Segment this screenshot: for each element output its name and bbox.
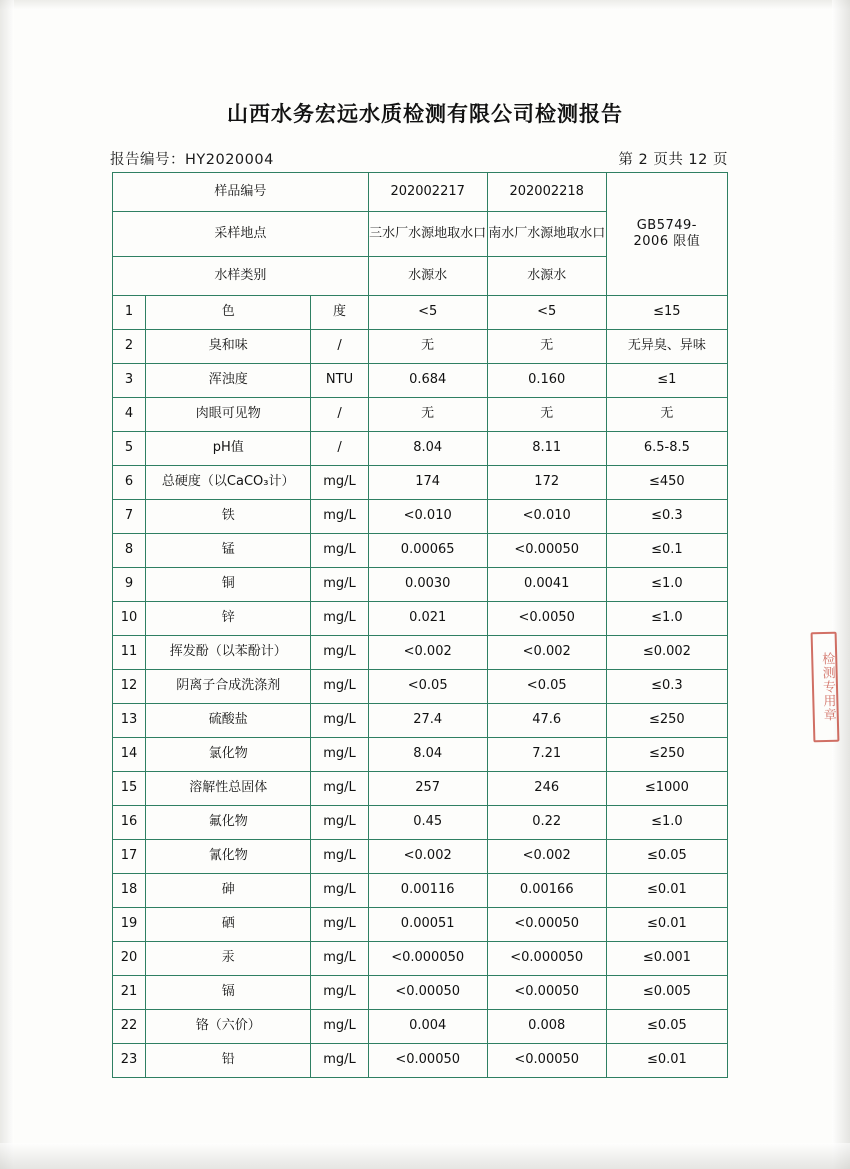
row-standard-limit: ≤250	[606, 704, 727, 738]
row-value-sample-2: 0.160	[487, 364, 606, 398]
header-sample-no-1: 202002217	[368, 173, 487, 212]
row-value-sample-2: 0.0041	[487, 568, 606, 602]
table-row	[113, 534, 728, 568]
row-index: 17	[113, 840, 146, 874]
row-value-sample-1: 257	[368, 772, 487, 806]
row-standard-limit: ≤0.001	[606, 942, 727, 976]
row-value-sample-2: 0.008	[487, 1010, 606, 1044]
row-standard-limit: ≤450	[606, 466, 727, 500]
row-value-sample-1: <0.00050	[368, 1044, 487, 1078]
row-value-sample-2: <0.010	[487, 500, 606, 534]
row-standard-limit: ≤0.01	[606, 1044, 727, 1078]
row-unit: mg/L	[311, 466, 368, 500]
row-unit: mg/L	[311, 636, 368, 670]
row-value-sample-2: <0.00050	[487, 1044, 606, 1078]
row-parameter-name: 砷	[146, 874, 311, 908]
table-row	[113, 806, 728, 840]
row-unit: mg/L	[311, 840, 368, 874]
row-value-sample-2: <0.00050	[487, 976, 606, 1010]
table-row	[113, 738, 728, 772]
row-index: 2	[113, 330, 146, 364]
row-value-sample-1: 0.684	[368, 364, 487, 398]
row-unit: 度	[311, 296, 368, 330]
row-parameter-name: 氯化物	[146, 738, 311, 772]
table-row	[113, 296, 728, 330]
row-value-sample-1: <0.05	[368, 670, 487, 704]
scan-edge-top	[0, 0, 850, 10]
row-index: 21	[113, 976, 146, 1010]
table-row	[113, 670, 728, 704]
row-value-sample-1: <0.002	[368, 636, 487, 670]
row-index: 19	[113, 908, 146, 942]
row-parameter-name: 汞	[146, 942, 311, 976]
row-value-sample-2: <0.000050	[487, 942, 606, 976]
table-row	[113, 1010, 728, 1044]
row-unit: mg/L	[311, 738, 368, 772]
row-index: 5	[113, 432, 146, 466]
header-label-sample-no: 样品编号	[113, 173, 369, 212]
row-value-sample-2: 172	[487, 466, 606, 500]
scan-edge-left	[0, 0, 14, 1169]
table-row	[113, 364, 728, 398]
official-stamp: 检测专用章	[811, 632, 840, 743]
row-index: 20	[113, 942, 146, 976]
row-standard-limit: ≤0.05	[606, 840, 727, 874]
row-value-sample-1: <5	[368, 296, 487, 330]
row-index: 6	[113, 466, 146, 500]
row-standard-limit: ≤0.1	[606, 534, 727, 568]
row-parameter-name: 臭和味	[146, 330, 311, 364]
row-unit: mg/L	[311, 534, 368, 568]
row-parameter-name: 总硬度（以CaCO₃计）	[146, 466, 311, 500]
header-label-sampling-site: 采样地点	[113, 212, 369, 257]
row-parameter-name: 色	[146, 296, 311, 330]
row-parameter-name: 镉	[146, 976, 311, 1010]
row-parameter-name: 铁	[146, 500, 311, 534]
header-sample-type-2: 水源水	[487, 257, 606, 296]
header-sampling-site-2: 南水厂水源地取水口	[487, 212, 606, 257]
report-number: 报告编号：HY2020004	[110, 152, 274, 168]
row-value-sample-1: 0.00051	[368, 908, 487, 942]
row-parameter-name: 肉眼可见物	[146, 398, 311, 432]
header-sample-no-2: 202002218	[487, 173, 606, 212]
row-unit: mg/L	[311, 602, 368, 636]
row-index: 23	[113, 1044, 146, 1078]
table-body	[113, 173, 728, 1078]
row-value-sample-1: 0.0030	[368, 568, 487, 602]
row-value-sample-1: 174	[368, 466, 487, 500]
table-row	[113, 398, 728, 432]
row-unit: mg/L	[311, 874, 368, 908]
water-quality-table	[112, 172, 728, 1078]
row-value-sample-2: 47.6	[487, 704, 606, 738]
row-parameter-name: 氰化物	[146, 840, 311, 874]
row-index: 3	[113, 364, 146, 398]
row-value-sample-2: <5	[487, 296, 606, 330]
row-unit: mg/L	[311, 1010, 368, 1044]
row-unit: mg/L	[311, 806, 368, 840]
table-row	[113, 942, 728, 976]
standard-line-1: GB5749-	[636, 217, 697, 233]
row-value-sample-1: 8.04	[368, 432, 487, 466]
table-row	[113, 1044, 728, 1078]
row-standard-limit: ≤0.01	[606, 874, 727, 908]
table-row	[113, 908, 728, 942]
table-row	[113, 432, 728, 466]
table-row	[113, 602, 728, 636]
header-label-sample-type: 水样类别	[113, 257, 369, 296]
row-parameter-name: 铬（六价）	[146, 1010, 311, 1044]
table-row	[113, 704, 728, 738]
row-standard-limit: ≤1.0	[606, 806, 727, 840]
row-index: 1	[113, 296, 146, 330]
row-parameter-name: 硒	[146, 908, 311, 942]
row-value-sample-2: 无	[487, 398, 606, 432]
row-parameter-name: 铜	[146, 568, 311, 602]
row-index: 15	[113, 772, 146, 806]
row-unit: mg/L	[311, 908, 368, 942]
row-standard-limit: ≤0.002	[606, 636, 727, 670]
row-parameter-name: 锰	[146, 534, 311, 568]
row-index: 18	[113, 874, 146, 908]
row-value-sample-2: <0.0050	[487, 602, 606, 636]
row-parameter-name: 锌	[146, 602, 311, 636]
row-value-sample-2: 7.21	[487, 738, 606, 772]
row-value-sample-1: 0.45	[368, 806, 487, 840]
row-standard-limit: ≤0.3	[606, 670, 727, 704]
row-parameter-name: 硫酸盐	[146, 704, 311, 738]
row-index: 16	[113, 806, 146, 840]
row-index: 9	[113, 568, 146, 602]
row-index: 10	[113, 602, 146, 636]
row-standard-limit: ≤1	[606, 364, 727, 398]
row-standard-limit: ≤0.01	[606, 908, 727, 942]
row-parameter-name: pH值	[146, 432, 311, 466]
row-value-sample-1: 无	[368, 398, 487, 432]
row-unit: /	[311, 432, 368, 466]
row-unit: mg/L	[311, 942, 368, 976]
row-standard-limit: ≤15	[606, 296, 727, 330]
row-unit: mg/L	[311, 772, 368, 806]
table-row	[113, 330, 728, 364]
scan-edge-bottom	[0, 1143, 850, 1169]
standard-line-2: 2006 限值	[633, 234, 701, 249]
row-parameter-name: 阴离子合成洗涤剂	[146, 670, 311, 704]
row-value-sample-1: 无	[368, 330, 487, 364]
standard-limit-header	[606, 173, 727, 296]
row-value-sample-1: <0.010	[368, 500, 487, 534]
row-value-sample-1: <0.000050	[368, 942, 487, 976]
row-value-sample-1: 27.4	[368, 704, 487, 738]
row-parameter-name: 溶解性总固体	[146, 772, 311, 806]
row-standard-limit: ≤0.3	[606, 500, 727, 534]
row-index: 13	[113, 704, 146, 738]
row-unit: /	[311, 398, 368, 432]
row-value-sample-2: 0.22	[487, 806, 606, 840]
row-unit: mg/L	[311, 568, 368, 602]
row-index: 8	[113, 534, 146, 568]
row-unit: mg/L	[311, 670, 368, 704]
row-index: 14	[113, 738, 146, 772]
table-row	[113, 874, 728, 908]
row-value-sample-2: <0.002	[487, 840, 606, 874]
table-row	[113, 466, 728, 500]
row-value-sample-2: 246	[487, 772, 606, 806]
header-sample-type-1: 水源水	[368, 257, 487, 296]
row-unit: mg/L	[311, 1044, 368, 1078]
row-value-sample-2: <0.002	[487, 636, 606, 670]
row-parameter-name: 氟化物	[146, 806, 311, 840]
table-row	[113, 568, 728, 602]
row-standard-limit: 无异臭、异味	[606, 330, 727, 364]
table-row	[113, 636, 728, 670]
row-value-sample-2: <0.05	[487, 670, 606, 704]
row-value-sample-1: <0.002	[368, 840, 487, 874]
row-standard-limit: ≤1.0	[606, 602, 727, 636]
row-value-sample-1: 8.04	[368, 738, 487, 772]
row-standard-limit: ≤1000	[606, 772, 727, 806]
table-header-sample-no	[113, 173, 728, 212]
row-unit: mg/L	[311, 976, 368, 1010]
row-parameter-name: 铅	[146, 1044, 311, 1078]
header-sampling-site-1: 三水厂水源地取水口	[368, 212, 487, 257]
row-unit: mg/L	[311, 500, 368, 534]
row-parameter-name: 浑浊度	[146, 364, 311, 398]
row-value-sample-1: <0.00050	[368, 976, 487, 1010]
row-value-sample-2: <0.00050	[487, 534, 606, 568]
row-index: 4	[113, 398, 146, 432]
row-unit: NTU	[311, 364, 368, 398]
row-value-sample-2: <0.00050	[487, 908, 606, 942]
row-standard-limit: 6.5-8.5	[606, 432, 727, 466]
row-standard-limit: ≤250	[606, 738, 727, 772]
table-row	[113, 840, 728, 874]
row-value-sample-2: 无	[487, 330, 606, 364]
row-value-sample-1: 0.004	[368, 1010, 487, 1044]
row-unit: mg/L	[311, 704, 368, 738]
row-unit: /	[311, 330, 368, 364]
row-index: 12	[113, 670, 146, 704]
row-index: 7	[113, 500, 146, 534]
scan-edge-right	[832, 0, 850, 1169]
page-title: 山西水务宏远水质检测有限公司检测报告	[227, 102, 623, 126]
table-row	[113, 772, 728, 806]
table-row	[113, 976, 728, 1010]
page-number: 第 2 页共 12 页	[618, 152, 728, 168]
row-standard-limit: ≤0.05	[606, 1010, 727, 1044]
row-standard-limit: ≤0.005	[606, 976, 727, 1010]
row-index: 22	[113, 1010, 146, 1044]
row-value-sample-1: 0.00116	[368, 874, 487, 908]
row-value-sample-2: 0.00166	[487, 874, 606, 908]
row-value-sample-1: 0.021	[368, 602, 487, 636]
table-row	[113, 500, 728, 534]
row-value-sample-2: 8.11	[487, 432, 606, 466]
row-standard-limit: ≤1.0	[606, 568, 727, 602]
row-index: 11	[113, 636, 146, 670]
row-standard-limit: 无	[606, 398, 727, 432]
row-parameter-name: 挥发酚（以苯酚计）	[146, 636, 311, 670]
row-value-sample-1: 0.00065	[368, 534, 487, 568]
